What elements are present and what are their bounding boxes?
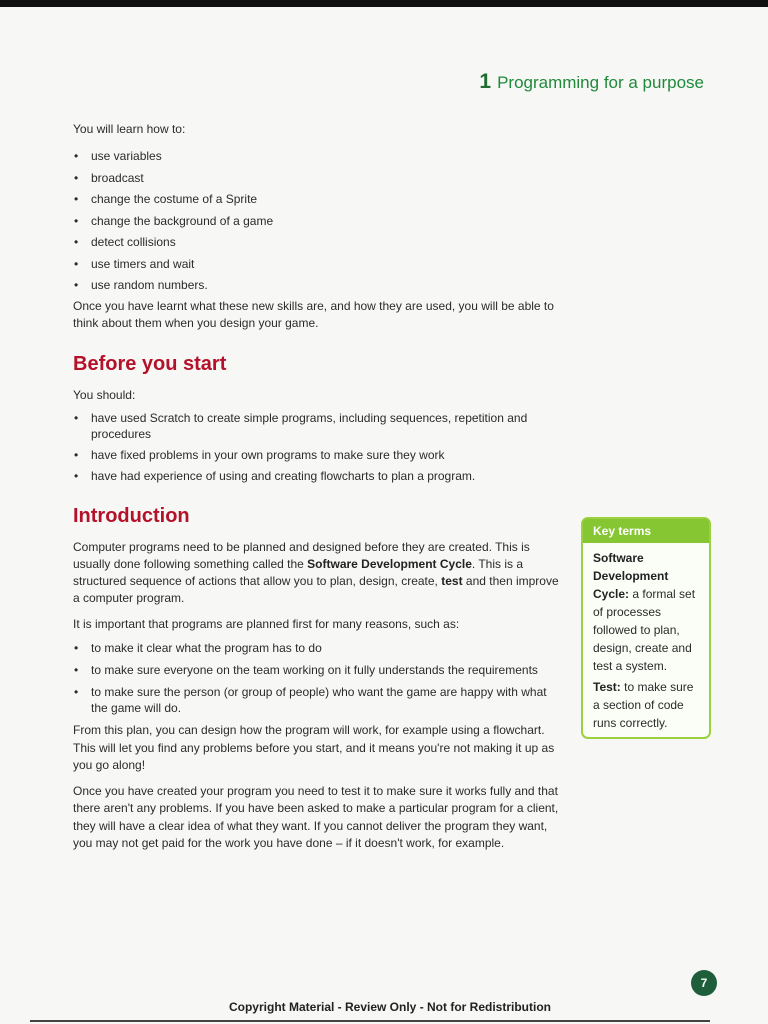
list-item: • to make it clear what the program has to do — [73, 640, 563, 656]
chapter-header — [479, 70, 704, 94]
key-terms-box — [581, 517, 711, 739]
list-item: • use timers and wait — [73, 254, 563, 276]
list-item: • use random numbers. — [73, 275, 563, 297]
learn-after: Once you have learnt what these new skills are, and how they are used, you will be able to think about them when you design your game. — [73, 298, 554, 330]
list-item: • change the background of a game — [73, 211, 563, 233]
bold-term: Software Development Cycle — [307, 557, 472, 571]
list-item: • use variables — [73, 146, 563, 168]
key-terms-body — [583, 543, 709, 738]
key-term-definition — [593, 549, 699, 675]
definition-text: to make sure a section of code runs correctly. — [593, 680, 694, 730]
list-item: • broadcast — [73, 168, 563, 190]
key-term: Test: — [593, 680, 621, 694]
bold-term: test — [441, 574, 463, 588]
before-lead: You should: — [73, 388, 136, 402]
intro-paragraph-2: It is important that programs are planned first for many reasons, such as: — [73, 617, 460, 631]
list-item: • change the costume of a Sprite — [73, 189, 563, 211]
list-item: • to make sure the person (or group of people) who want the game are happy with what the game will do. — [73, 684, 563, 716]
key-terms-heading: Key terms — [583, 519, 709, 543]
page-number: 7 — [691, 970, 717, 996]
list-item: • have used Scratch to create simple programs, including sequences, repetition and procedures — [73, 410, 563, 442]
list-item: • to make sure everyone on the team working on it fully understands the requirements — [73, 662, 563, 678]
intro-paragraph-4: Once you have created your program you need to test it to make sure it works fully and that there aren't any problems. If you have been asked to make a particular program for a client, they will have a clear idea of what they want. If you cannot deliver the program they want, you may not get paid for the work you have done – if it doesn't work, for example. — [73, 783, 559, 850]
list-item: • have had experience of using and creating flowcharts to plan a program. — [73, 468, 563, 484]
text-run: and then improve a computer program. — [73, 574, 559, 605]
intro-paragraph-1 — [73, 539, 563, 607]
bottom-rule — [30, 1020, 710, 1022]
intro-paragraph-3: From this plan, you can design how the program will work, for example using a flowchart. This will let you find any problems before you start, and it means you're not making it up as you go along! — [73, 723, 555, 772]
text-run: Computer programs need to be planned and designed before they are created. This is usually done following something called the — [73, 540, 530, 571]
footer-copyright: Copyright Material - Review Only - Not for Redistribution — [228, 1000, 552, 1014]
before-list — [73, 410, 563, 484]
key-term: Software Development Cycle: — [593, 551, 669, 601]
learn-intro: You will learn how to: — [73, 122, 186, 136]
top-border — [0, 0, 768, 7]
list-item: • detect collisions — [73, 232, 563, 254]
key-term-definition — [593, 678, 699, 732]
definition-text: a formal set of processes followed to plan, design, create and test a system. — [593, 587, 696, 673]
reasons-list — [73, 640, 563, 716]
before-you-start-section — [73, 349, 563, 489]
section-heading: Introduction — [73, 505, 190, 527]
chapter-number: 1 — [479, 70, 492, 93]
chapter-title: Programming for a purpose — [497, 73, 704, 92]
text-run: . This is a structured sequence of actions that allow you to plan, design, create, — [73, 557, 524, 588]
section-heading: Before you start — [73, 353, 227, 375]
learning-objectives — [73, 120, 563, 332]
list-item: • have fixed problems in your own programs to make sure they work — [73, 447, 563, 463]
learn-list — [73, 146, 563, 297]
introduction-section — [73, 501, 563, 853]
